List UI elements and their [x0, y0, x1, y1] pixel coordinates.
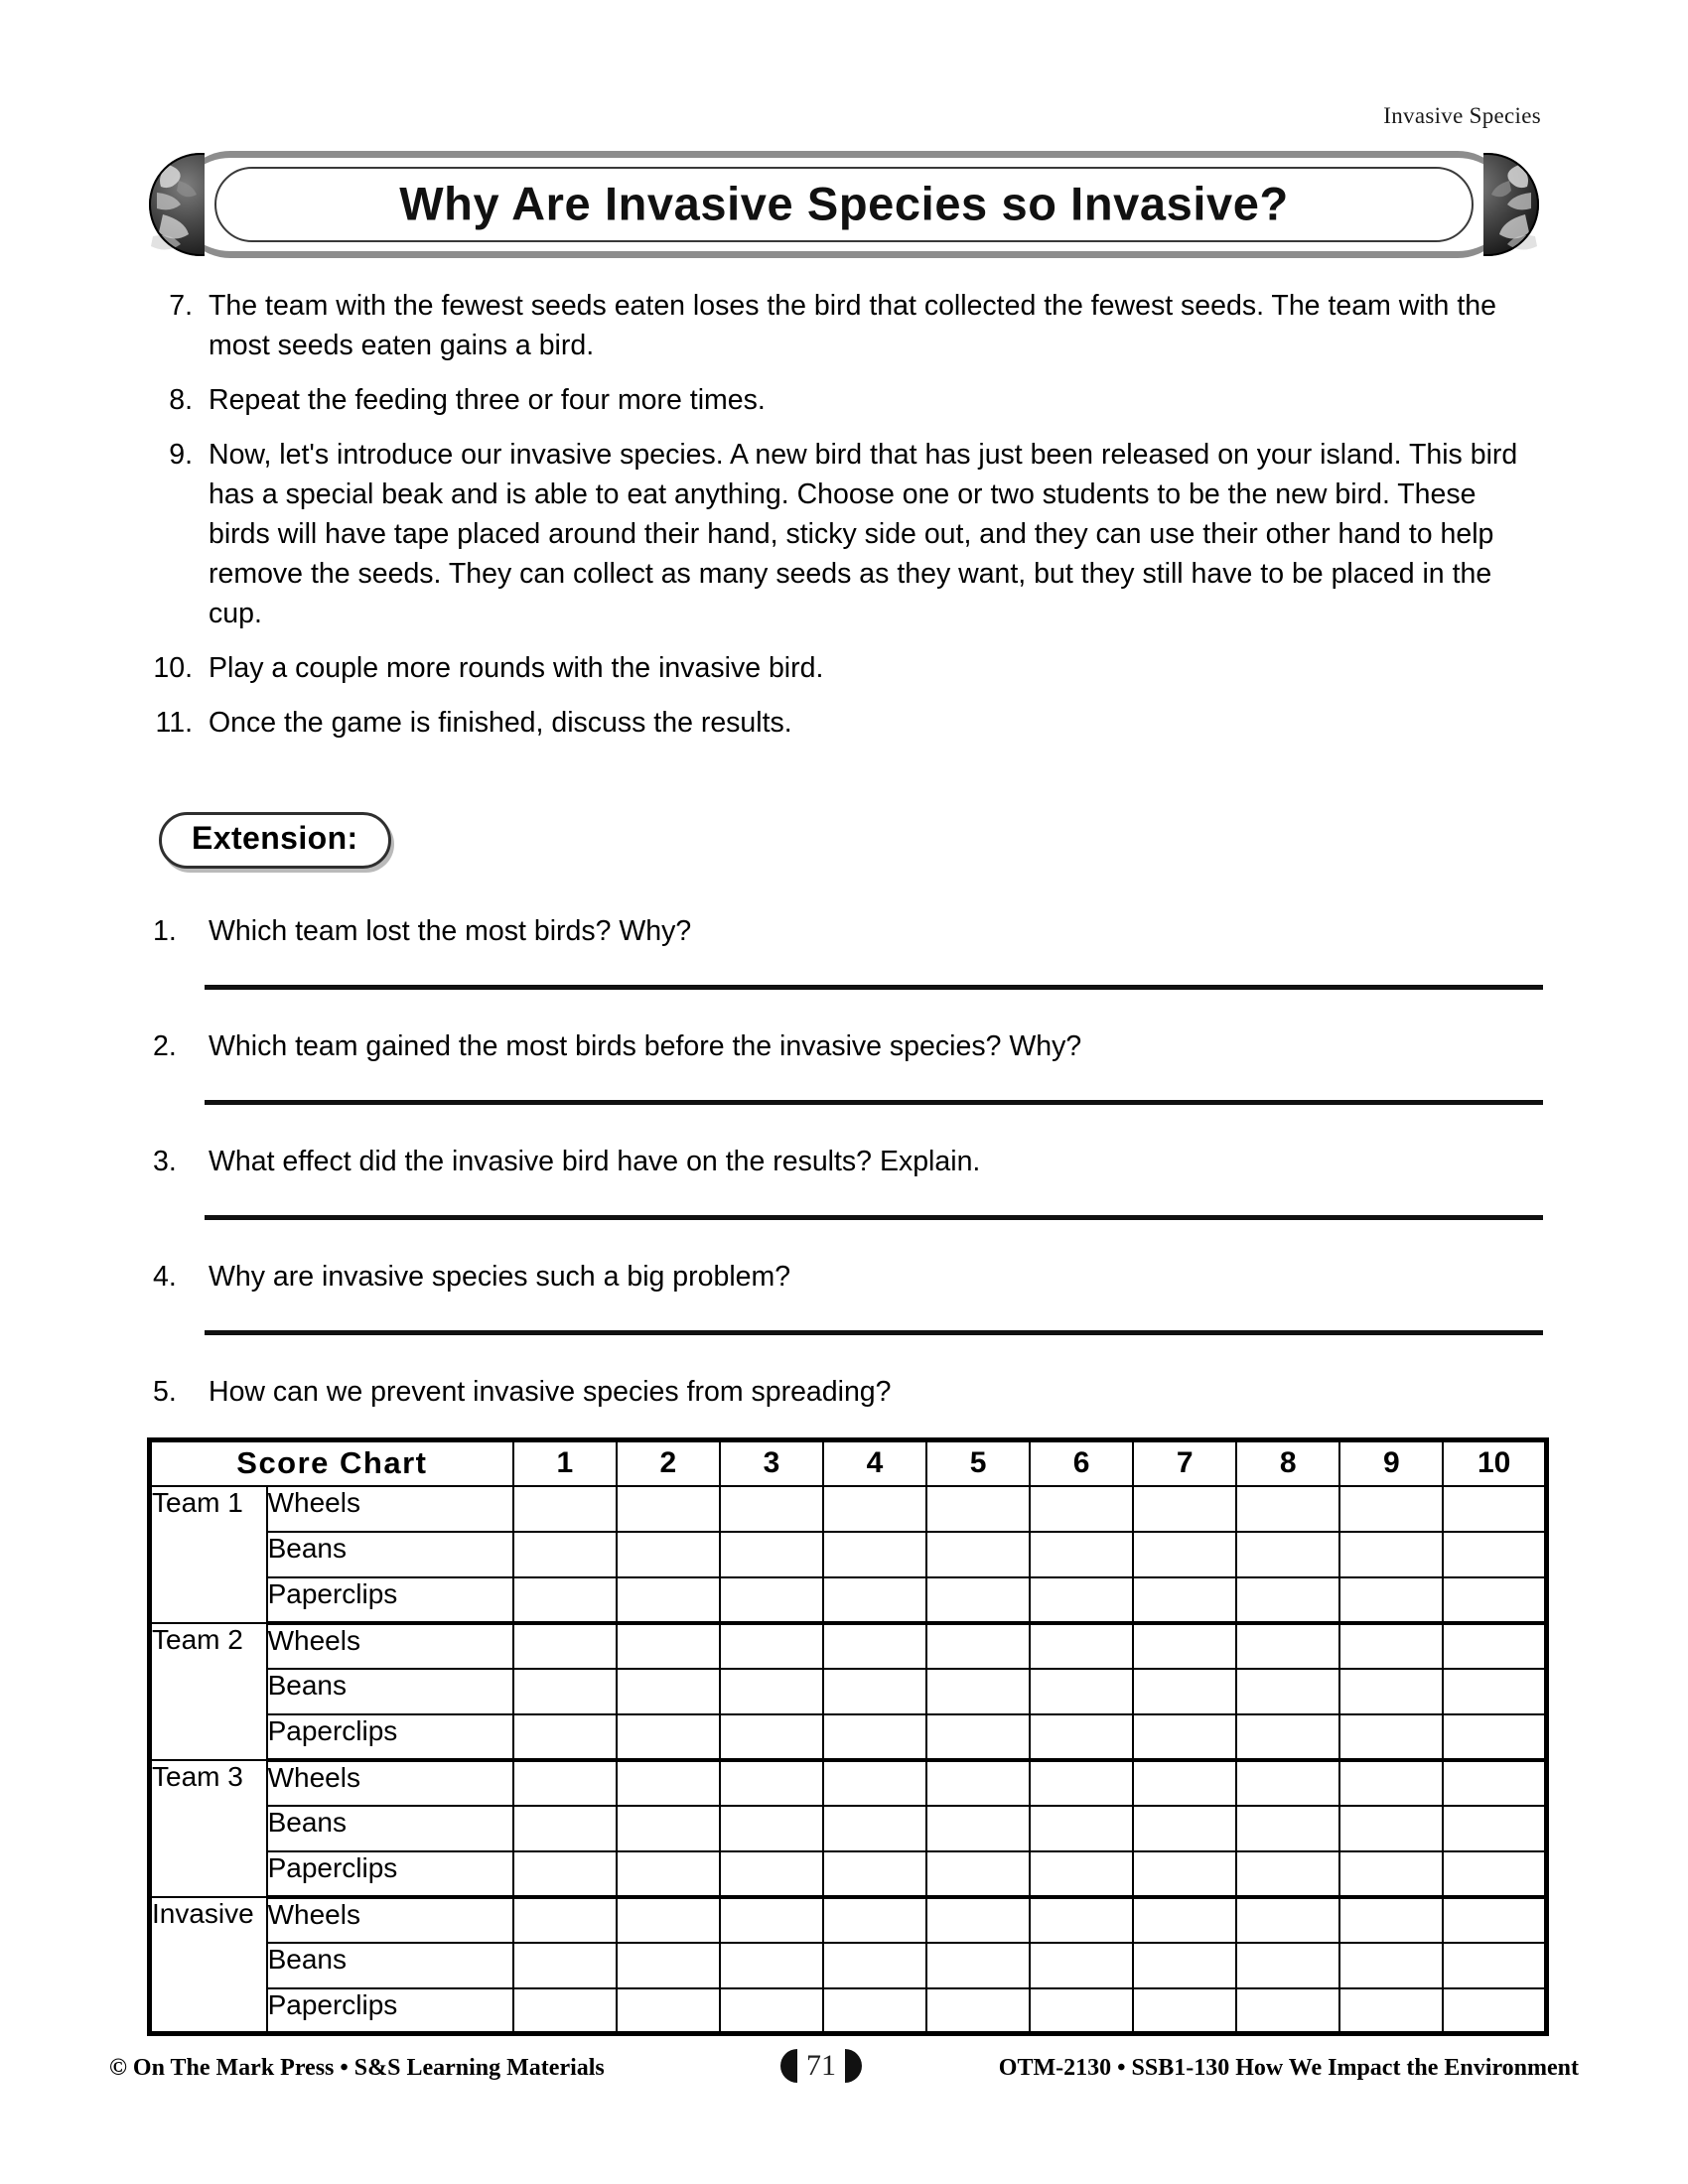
score-cell[interactable]: [513, 1897, 617, 1943]
score-cell[interactable]: [720, 1760, 823, 1806]
extension-question-list: [147, 911, 1557, 1487]
score-cell[interactable]: [1236, 1760, 1339, 1806]
column-header-7: 7: [1133, 1440, 1236, 1486]
score-cell[interactable]: [1443, 1943, 1546, 1988]
score-cell[interactable]: [617, 1669, 720, 1714]
score-cell[interactable]: [926, 1577, 1030, 1623]
banner-inner-border: [214, 167, 1474, 242]
score-cell[interactable]: [823, 1532, 926, 1577]
score-cell[interactable]: [720, 1577, 823, 1623]
score-cell[interactable]: [1133, 1943, 1236, 1988]
score-cell[interactable]: [1339, 1669, 1443, 1714]
item-label: Beans: [267, 1669, 513, 1714]
half-disc-left-icon: [780, 2049, 797, 2083]
column-header-5: 5: [926, 1440, 1030, 1486]
item-label: Beans: [267, 1943, 513, 1988]
score-cell[interactable]: [1339, 1760, 1443, 1806]
score-cell[interactable]: [513, 1669, 617, 1714]
score-cell[interactable]: [1236, 1897, 1339, 1943]
question-number: 3.: [153, 1146, 177, 1177]
score-cell[interactable]: [1133, 1623, 1236, 1669]
score-cell[interactable]: [617, 1760, 720, 1806]
banner-frame: [177, 151, 1511, 258]
score-cell[interactable]: [720, 1851, 823, 1897]
table-row: [150, 1851, 1547, 1897]
step-text: Now, let's introduce our invasive species. A new bird that has just been released on your island. This bird has a special beak and is able to eat anything. Choose one or two students to be the new bird. These birds will have tape placed around their hand, sticky side out, and they can use their other hand to help remove the seeds. They can collect as many seeds as they want, but they still have to be placed in the cup.: [209, 439, 1518, 629]
score-cell[interactable]: [823, 1577, 926, 1623]
score-cell[interactable]: [1443, 1897, 1546, 1943]
half-disc-right-icon: [845, 2049, 862, 2083]
score-cell[interactable]: [1443, 1623, 1546, 1669]
table-row: [150, 1486, 1547, 1532]
score-cell[interactable]: [1339, 1851, 1443, 1897]
score-cell[interactable]: [1236, 1714, 1339, 1760]
score-cell[interactable]: [1133, 1486, 1236, 1532]
score-cell[interactable]: [1133, 1669, 1236, 1714]
step-number: 11.: [155, 707, 193, 739]
score-cell[interactable]: [513, 1486, 617, 1532]
page-title: Why Are Invasive Species so Invasive?: [399, 177, 1289, 230]
step-text: Once the game is finished, discuss the results.: [209, 707, 792, 739]
column-header-3: 3: [720, 1440, 823, 1486]
question-block: [147, 1026, 1557, 1105]
score-cell[interactable]: [823, 1851, 926, 1897]
score-cell[interactable]: [513, 1623, 617, 1669]
score-cell[interactable]: [1443, 1851, 1546, 1897]
score-cell[interactable]: [1133, 1760, 1236, 1806]
score-cell[interactable]: [1030, 1623, 1133, 1669]
list-item: [147, 703, 1557, 743]
score-cell[interactable]: [1133, 1714, 1236, 1760]
question-number: 1.: [153, 915, 177, 947]
step-number: 9.: [169, 439, 193, 471]
list-item: [147, 380, 1557, 420]
score-cell[interactable]: [617, 1577, 720, 1623]
question-number: 5.: [153, 1376, 177, 1408]
score-cell[interactable]: [1133, 1988, 1236, 2034]
score-cell[interactable]: [926, 1806, 1030, 1851]
score-cell[interactable]: [823, 1806, 926, 1851]
score-cell[interactable]: [926, 1623, 1030, 1669]
score-cell[interactable]: [1030, 1669, 1133, 1714]
score-cell[interactable]: [1236, 1988, 1339, 2034]
column-header-8: 8: [1236, 1440, 1339, 1486]
list-item: [147, 286, 1557, 365]
score-cell[interactable]: [823, 1623, 926, 1669]
score-cell[interactable]: [1236, 1851, 1339, 1897]
score-cell[interactable]: [513, 1806, 617, 1851]
score-cell[interactable]: [1030, 1897, 1133, 1943]
score-cell[interactable]: [1133, 1851, 1236, 1897]
score-cell[interactable]: [1339, 1806, 1443, 1851]
page-number: 71: [806, 2049, 836, 2082]
score-cell[interactable]: [1236, 1623, 1339, 1669]
question-block: [147, 911, 1557, 990]
score-cell[interactable]: [823, 1669, 926, 1714]
score-cell[interactable]: [926, 1988, 1030, 2034]
score-cell[interactable]: [926, 1714, 1030, 1760]
score-cell[interactable]: [1030, 1714, 1133, 1760]
answer-line[interactable]: [205, 1330, 1543, 1335]
score-chart-table: [147, 1437, 1549, 2036]
score-cell[interactable]: [1030, 1851, 1133, 1897]
score-cell[interactable]: [1030, 1577, 1133, 1623]
question-text: Why are invasive species such a big problem?: [209, 1261, 791, 1293]
item-label: Wheels: [267, 1897, 513, 1943]
score-cell[interactable]: [1236, 1532, 1339, 1577]
score-cell[interactable]: [1339, 1623, 1443, 1669]
column-header-6: 6: [1030, 1440, 1133, 1486]
step-number: 7.: [169, 290, 193, 322]
instruction-list: [147, 286, 1557, 757]
extension-heading: [159, 812, 391, 869]
score-cell[interactable]: [1030, 1760, 1133, 1806]
score-cell[interactable]: [1133, 1897, 1236, 1943]
score-cell[interactable]: [1339, 1988, 1443, 2034]
score-cell[interactable]: [617, 1486, 720, 1532]
answer-line[interactable]: [205, 985, 1543, 990]
score-cell[interactable]: [1133, 1806, 1236, 1851]
score-cell[interactable]: [926, 1760, 1030, 1806]
score-cell[interactable]: [1236, 1669, 1339, 1714]
question-block: [147, 1257, 1557, 1335]
score-cell[interactable]: [720, 1623, 823, 1669]
score-cell[interactable]: [617, 1623, 720, 1669]
footer-product-code: OTM-2130 • SSB1-130 How We Impact the Environment: [998, 2055, 1579, 2081]
score-cell[interactable]: [926, 1532, 1030, 1577]
column-header-9: 9: [1339, 1440, 1443, 1486]
answer-line[interactable]: [205, 1100, 1543, 1105]
score-cell[interactable]: [1133, 1532, 1236, 1577]
team-label: Team 3: [150, 1760, 267, 1897]
page-footer: [109, 2047, 1579, 2095]
item-label: Paperclips: [267, 1714, 513, 1760]
table-header-row: [150, 1440, 1547, 1486]
team-label: Team 1: [150, 1486, 267, 1623]
score-cell[interactable]: [1236, 1577, 1339, 1623]
score-cell[interactable]: [1236, 1806, 1339, 1851]
item-label: Wheels: [267, 1623, 513, 1669]
item-label: Paperclips: [267, 1577, 513, 1623]
globe-earth-icon: [1483, 153, 1539, 256]
team-label: Invasive: [150, 1897, 267, 2034]
score-cell[interactable]: [926, 1851, 1030, 1897]
question-number: 4.: [153, 1261, 177, 1293]
score-cell[interactable]: [1443, 1988, 1546, 2034]
score-cell[interactable]: [1443, 1486, 1546, 1532]
score-cell[interactable]: [1030, 1806, 1133, 1851]
question-text: Which team lost the most birds? Why?: [209, 915, 692, 947]
step-number: 8.: [169, 384, 193, 416]
table-row: [150, 1943, 1547, 1988]
score-cell[interactable]: [513, 1714, 617, 1760]
score-cell[interactable]: [1339, 1897, 1443, 1943]
question-number: 2.: [153, 1030, 177, 1062]
step-text: The team with the fewest seeds eaten loses the bird that collected the fewest seeds. The team with the most seeds eaten gains a bird.: [209, 290, 1496, 361]
score-cell[interactable]: [617, 1943, 720, 1988]
question-text: How can we prevent invasive species from spreading?: [209, 1376, 892, 1408]
column-header-4: 4: [823, 1440, 926, 1486]
score-cell[interactable]: [1133, 1577, 1236, 1623]
score-chart-head: [150, 1440, 1547, 1486]
title-banner: [149, 151, 1539, 258]
score-cell[interactable]: [823, 1943, 926, 1988]
score-cell[interactable]: [1236, 1943, 1339, 1988]
score-chart-wrapper: [147, 1437, 1549, 2036]
page-number-group: [780, 2049, 862, 2083]
score-cell[interactable]: [1443, 1532, 1546, 1577]
step-text: Play a couple more rounds with the invasive bird.: [209, 652, 824, 684]
score-cell[interactable]: [926, 1897, 1030, 1943]
score-cell[interactable]: [1339, 1943, 1443, 1988]
score-cell[interactable]: [1443, 1760, 1546, 1806]
score-cell[interactable]: [823, 1988, 926, 2034]
score-chart-title: Score Chart: [150, 1440, 513, 1486]
score-cell[interactable]: [1339, 1577, 1443, 1623]
item-label: Wheels: [267, 1486, 513, 1532]
table-row: [150, 1669, 1547, 1714]
question-text: What effect did the invasive bird have on the results? Explain.: [209, 1146, 981, 1177]
table-row: [150, 1714, 1547, 1760]
score-cell[interactable]: [823, 1486, 926, 1532]
step-number: 10.: [153, 652, 193, 684]
score-cell[interactable]: [720, 1806, 823, 1851]
score-cell[interactable]: [513, 1988, 617, 2034]
score-cell[interactable]: [720, 1897, 823, 1943]
score-cell[interactable]: [617, 1851, 720, 1897]
question-text: Which team gained the most birds before the invasive species? Why?: [209, 1030, 1082, 1062]
score-cell[interactable]: [926, 1669, 1030, 1714]
score-cell[interactable]: [823, 1760, 926, 1806]
score-cell[interactable]: [1443, 1806, 1546, 1851]
extension-label: Extension:: [159, 812, 391, 869]
table-row: [150, 1988, 1547, 2034]
score-chart-body: [150, 1486, 1547, 2034]
table-row: [150, 1897, 1547, 1943]
table-row: [150, 1806, 1547, 1851]
item-label: Beans: [267, 1532, 513, 1577]
item-label: Wheels: [267, 1760, 513, 1806]
score-cell[interactable]: [617, 1714, 720, 1760]
score-cell[interactable]: [617, 1806, 720, 1851]
score-cell[interactable]: [926, 1943, 1030, 1988]
score-cell[interactable]: [1339, 1714, 1443, 1760]
score-cell[interactable]: [823, 1714, 926, 1760]
item-label: Beans: [267, 1806, 513, 1851]
score-cell[interactable]: [513, 1577, 617, 1623]
score-cell[interactable]: [513, 1943, 617, 1988]
running-head: Invasive Species: [1383, 103, 1541, 128]
score-cell[interactable]: [617, 1988, 720, 2034]
score-cell[interactable]: [1030, 1988, 1133, 2034]
score-cell[interactable]: [513, 1532, 617, 1577]
column-header-10: 10: [1443, 1440, 1546, 1486]
score-cell[interactable]: [513, 1851, 617, 1897]
score-cell[interactable]: [720, 1486, 823, 1532]
item-label: Paperclips: [267, 1851, 513, 1897]
score-cell[interactable]: [720, 1988, 823, 2034]
score-cell[interactable]: [1236, 1486, 1339, 1532]
score-cell[interactable]: [1443, 1714, 1546, 1760]
score-cell[interactable]: [1443, 1669, 1546, 1714]
globe-earth-icon: [149, 153, 205, 256]
score-cell[interactable]: [1339, 1486, 1443, 1532]
score-cell[interactable]: [720, 1943, 823, 1988]
score-cell[interactable]: [720, 1714, 823, 1760]
table-row: [150, 1760, 1547, 1806]
question-block: [147, 1142, 1557, 1220]
score-cell[interactable]: [823, 1897, 926, 1943]
list-item: [147, 648, 1557, 688]
table-row: [150, 1532, 1547, 1577]
table-row: [150, 1577, 1547, 1623]
score-cell[interactable]: [617, 1897, 720, 1943]
list-item: [147, 435, 1557, 633]
score-cell[interactable]: [1030, 1943, 1133, 1988]
footer-copyright: © On The Mark Press • S&S Learning Materials: [109, 2055, 605, 2081]
team-label: Team 2: [150, 1623, 267, 1760]
score-cell[interactable]: [513, 1760, 617, 1806]
score-cell[interactable]: [926, 1486, 1030, 1532]
step-text: Repeat the feeding three or four more times.: [209, 384, 766, 416]
score-cell[interactable]: [1443, 1577, 1546, 1623]
score-cell[interactable]: [720, 1532, 823, 1577]
column-header-1: 1: [513, 1440, 617, 1486]
column-header-2: 2: [617, 1440, 720, 1486]
table-row: [150, 1623, 1547, 1669]
item-label: Paperclips: [267, 1988, 513, 2034]
score-cell[interactable]: [1030, 1486, 1133, 1532]
score-cell[interactable]: [1339, 1532, 1443, 1577]
score-cell[interactable]: [720, 1669, 823, 1714]
answer-line[interactable]: [205, 1215, 1543, 1220]
score-cell[interactable]: [617, 1532, 720, 1577]
score-cell[interactable]: [1030, 1532, 1133, 1577]
